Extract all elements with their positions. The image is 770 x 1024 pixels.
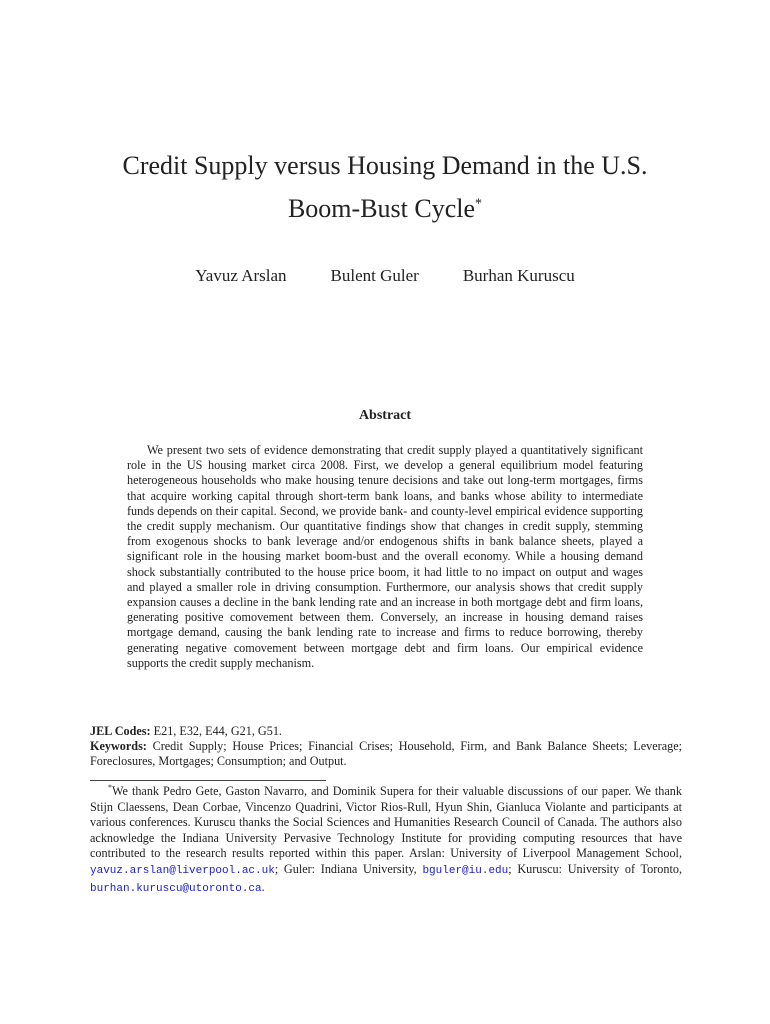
abstract-body: We present two sets of evidence demonstrating that credit supply played a quantitatively significant role in the US housing market circa 2008. First, we develop a general equilibrium model featuring heterogeneous households who make housing tenure decisions and take out long-term mortgages, firms that acquire working capital through short-term bank loans, and banks whose ability to intermediate funds depends on their capital. Second, we provide bank- and county-level empirical evidence supporting the credit supply mechanism. Our quantitative findings show that changes in credit supply, stemming from exogenous shocks to bank leverage and/or endogenous shifts in bank balance sheets, played a significant role in the housing market boom-bust and the overall economy. While a housing demand shock substantially contributed to the house price boom, it had little to no impact on output and wages and played a smaller role in driving consumption. Furthermore, our analysis shows that credit supply expansion causes a decline in the bank lending rate and an increase in both mortgage debt and firm loans, generating positive comovement between them. Conversely, an increase in housing demand raises mortgage demand, causing the bank lending rate to increase and firms to reduce borrowing, thereby generating negative comovement between mortgage debt and firm loans. Our empirical evidence supports the credit supply mechanism.: [127, 443, 643, 670]
jel-codes-line: [90, 724, 682, 739]
author-name: Burhan Kuruscu: [462, 266, 575, 285]
author-name: Yavuz Arslan: [195, 266, 287, 285]
keywords-label: Keywords:: [90, 739, 147, 754]
author-name: Bulent Guler: [330, 266, 419, 285]
classification-block: [90, 724, 682, 770]
title-footnote-mark: *: [475, 196, 483, 212]
footnote-mark: *: [108, 782, 112, 792]
title-line-2: [60, 187, 710, 230]
author-list: [60, 266, 710, 286]
footnote-text-3: ; Kuruscu: University of Toronto,: [508, 861, 682, 876]
email-link-arslan[interactable]: yavuz.arslan@liverpool.ac.uk: [90, 864, 275, 877]
keywords-value: Credit Supply; House Prices; Financial Crises; Household, Firm, and Bank Balance Sheets; Leverage; Foreclosures, Mortgages; Consumption; and Output.: [90, 739, 682, 769]
footnote-divider: [90, 780, 326, 781]
email-link-guler[interactable]: bguler@iu.edu: [422, 864, 509, 877]
title-line-1: Credit Supply versus Housing Demand in the U.S.: [122, 151, 648, 180]
footnote-text-1: We thank Pedro Gete, Gaston Navarro, and Dominik Supera for their valuable discussions of our paper. We thank Stijn Claessens, Dean Corbae, Vincenzo Quadrini, Victor Rios-Rull, Hyun Shin, Gianluca Violante and participants at various conferences. Kuruscu thanks the Social Sciences and Humanities Research Council of Canada. The authors also acknowledge the Indiana University Pervasive Technology Institute for providing computing resources that have contributed to the research results reported within this paper. Arslan: University of Liverpool Management School,: [90, 784, 682, 861]
footnote-text-2: ; Guler: Indiana University,: [274, 861, 423, 876]
footnote-text-4: .: [261, 879, 265, 894]
jel-codes-value: E21, E32, E44, G21, G51.: [153, 724, 282, 738]
email-link-kuruscu[interactable]: burhan.kuruscu@utoronto.ca: [90, 882, 262, 895]
acknowledgment-footnote: [90, 784, 682, 897]
title-line-2-text: Boom-Bust Cycle: [287, 194, 476, 223]
keywords-line: [90, 739, 682, 769]
jel-codes-label: JEL Codes:: [90, 724, 151, 738]
paper-title: [60, 144, 710, 230]
abstract-heading: Abstract: [358, 408, 412, 423]
